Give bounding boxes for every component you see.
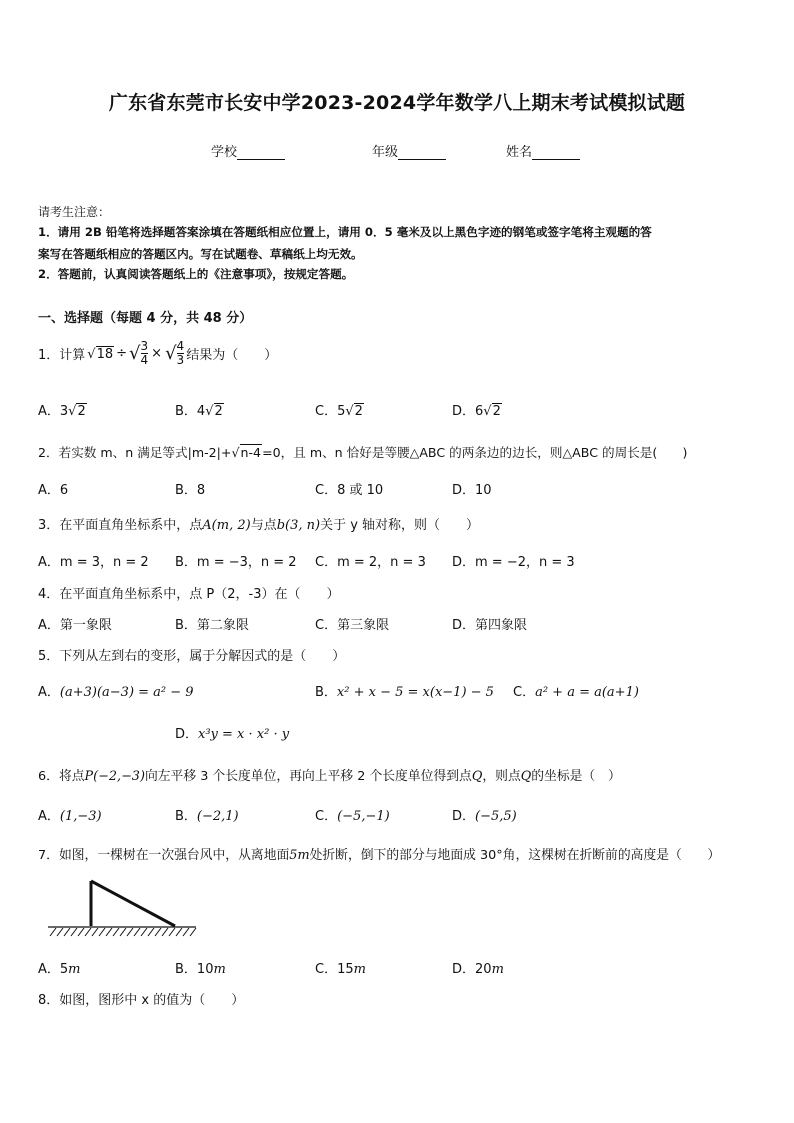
q1-option-b: B．4√2: [175, 404, 223, 419]
grade-field: [372, 141, 446, 160]
school-field: [211, 141, 285, 160]
q5-option-d: D．x³y = x · x² · y: [175, 727, 290, 742]
notice-heading: 请考生注意：: [38, 205, 111, 219]
question-1: [38, 340, 277, 367]
question-3: 3．在平面直角坐标系中，点A(m, 2)与点b(3, n)关于 y 轴对称，则（ ）: [38, 518, 480, 533]
grade-label: 年级: [372, 145, 399, 160]
q1-option-c: C．5√2: [315, 404, 363, 419]
q1-sqrt-sign-2: √: [165, 343, 177, 364]
q1-sqrt18: √18: [87, 346, 114, 362]
broken-tree-figure: [44, 876, 200, 938]
question-5: 5．下列从左到右的变形，属于分解因式的是（ ）: [38, 649, 346, 664]
q2-option-a: A．6: [38, 483, 69, 498]
question-7: 7．如图，一棵树在一次强台风中，从离地面5m处折断，倒下的部分与地面成 30°角，这棵树在折断前的高度是（ ）: [38, 848, 721, 863]
q2-radicand: n-4: [240, 445, 262, 460]
q1-frac-3-4: $\frac{3}{4}$: [140, 339, 149, 367]
notice-line1b: 案写在答题纸相应的答题区内。写在试题卷、草稿纸上均无效。: [38, 247, 363, 261]
tree-shape: [48, 881, 196, 927]
q3-option-d: D．m = −2，n = 3: [452, 555, 575, 570]
question-8: 8．如图，图形中 x 的值为（ ）: [38, 993, 245, 1008]
q3-option-a: A．m = 3，n = 2: [38, 555, 149, 570]
q1-div: ÷: [116, 346, 128, 361]
q3-point-a: A(m, 2): [202, 518, 251, 533]
notice-line2: 2．答题前，认真阅读答题纸上的《注意事项》，按规定答题。: [38, 267, 354, 281]
q3-option-c: C．m = 2，n = 3: [315, 555, 426, 570]
q7-option-c: C．15m: [315, 962, 366, 977]
q4-option-a: A．第一象限: [38, 618, 112, 633]
q2-option-b: B．8: [175, 483, 206, 498]
q1-suffix: 结果为（ ）: [186, 348, 278, 363]
school-label: 学校: [211, 145, 238, 160]
q6-option-b: B．(−2,1): [175, 809, 239, 824]
q3-point-b: b(3, n): [276, 518, 321, 533]
name-blank: [532, 145, 580, 160]
question-2: 2．若实数 m、n 满足等式|m-2|+√n-4=0，且 m、n 恰好是等腰△ABC 的两条边的边长，则△ABC 的周长是( ): [38, 445, 688, 460]
question-4: 4．在平面直角坐标系中，点 P（2，-3）在（ ）: [38, 587, 340, 602]
exam-title: 广东省东莞市长安中学2023-2024学年数学八上期末考试模拟试题: [108, 92, 686, 114]
name-field: [506, 141, 580, 160]
q2-option-d: D．10: [452, 483, 492, 498]
q6-option-c: C．(−5,−1): [315, 809, 390, 824]
ground-hatch: [50, 928, 196, 936]
q1-frac-4-3: $\frac{4}{3}$: [176, 339, 185, 367]
q1-sqrt-sign-1: √: [129, 343, 141, 364]
q4-option-d: D．第四象限: [452, 618, 528, 633]
q1-option-d: D．6√2: [452, 404, 501, 419]
q7-option-d: D．20m: [452, 962, 504, 977]
fallen-part: [91, 881, 175, 926]
q1-prefix: 1．计算: [38, 348, 86, 363]
q7-height: 5m: [289, 848, 310, 863]
q5-option-c: C．a² + a = a(a+1): [513, 685, 639, 700]
name-label: 姓名: [506, 145, 533, 160]
question-6: 6．将点P(−2,−3)向左平移 3 个长度单位，再向上平移 2 个长度单位得到点Q，则点Q的坐标是（ ）: [38, 769, 621, 784]
q5-option-a: A．(a+3)(a−3) = a² − 9: [38, 685, 194, 700]
q3-option-b: B．m = −3，n = 2: [175, 555, 297, 570]
q4-option-b: B．第二象限: [175, 618, 249, 633]
q7-option-b: B．10m: [175, 962, 226, 977]
q6-option-a: A．(1,−3): [38, 809, 102, 824]
q6-point-p: P(−2,−3): [84, 769, 145, 784]
school-blank: [237, 145, 285, 160]
q1-times: ×: [151, 346, 163, 361]
q6-option-d: D．(−5,5): [452, 809, 517, 824]
q4-option-c: C．第三象限: [315, 618, 390, 633]
notice-line1a: 1．请用 2B 铅笔将选择题答案涂填在答题纸相应位置上，请用 0．5 毫米及以上黑色字迹的钢笔或签字笔将主观题的答: [38, 225, 652, 239]
q7-option-a: A．5m: [38, 962, 81, 977]
grade-blank: [398, 145, 446, 160]
q1-option-a: A．3√2: [38, 404, 86, 419]
q5-option-b: B．x² + x − 5 = x(x−1) − 5: [315, 685, 494, 700]
q2-option-c: C．8 或 10: [315, 483, 384, 498]
section-heading: 一、选择题（每题 4 分，共 48 分）: [38, 311, 253, 326]
